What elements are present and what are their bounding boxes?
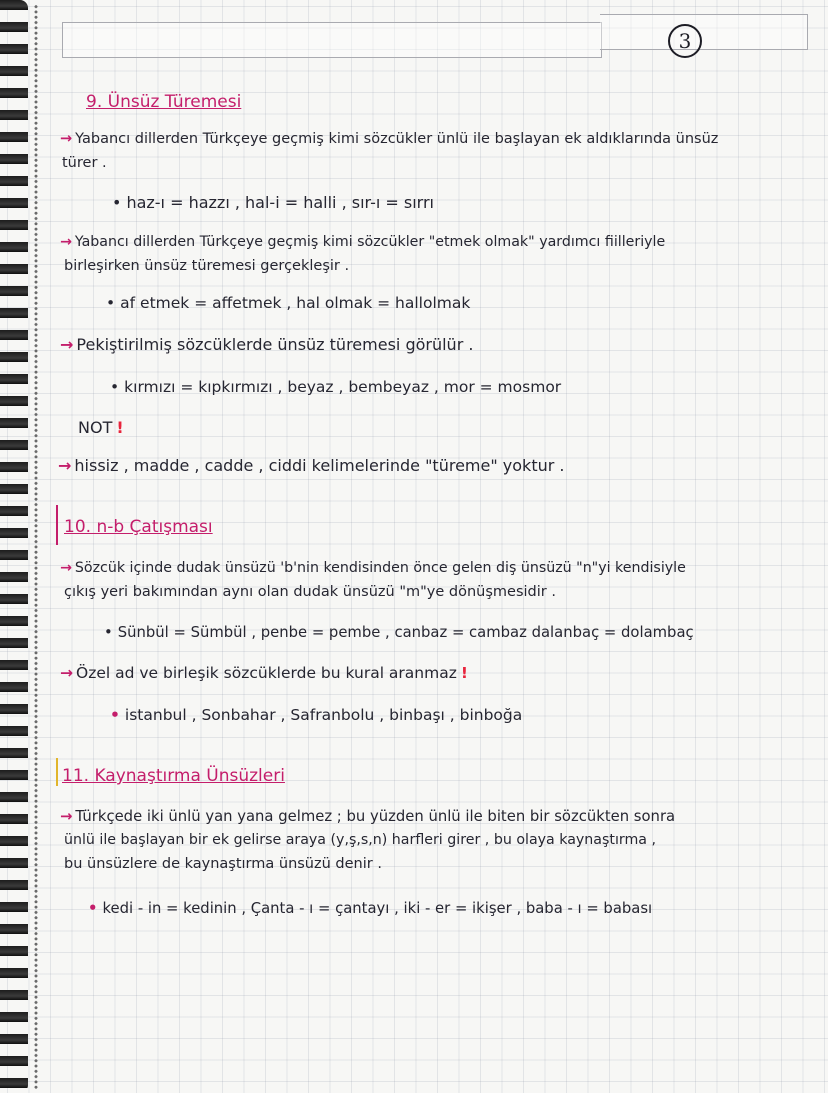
s9-paragraph-1-line-2: türer .	[62, 155, 107, 171]
s10-p1-l1-text: Sözcük içinde dudak ünsüzü 'b'nin kendisinden önce gelen diş ünsüzü "n"yi kendisiyle	[74, 560, 686, 576]
s9-paragraph-3	[60, 335, 473, 354]
s9-p3-text: Pekiştirilmiş sözcüklerde ünsüz türemesi görülür .	[76, 335, 474, 354]
section-11-heading-text: 11. Kaynaştırma Ünsüzleri	[62, 766, 285, 786]
s9-paragraph-2-line-2: birleşirken ünsüz türemesi gerçekleşir .	[64, 258, 350, 274]
s9-example-2	[106, 294, 470, 312]
s11-paragraph-1-line-2: ünlü ile başlayan bir ek gelirse araya (y,ş,s,n) harfleri girer , bu olaya kaynaştırma ,	[64, 832, 657, 848]
s10-ex1-text: Sünbül = Sümbül , penbe = pembe , canbaz = cambaz dalanbaç = dolambaç	[117, 624, 694, 641]
arrow-icon: →	[60, 664, 73, 682]
arrow-icon: →	[60, 131, 73, 147]
arrow-icon: →	[60, 560, 72, 576]
header-box-right	[600, 14, 808, 50]
s9-paragraph-2-line-1	[60, 234, 665, 250]
section-10-heading-text: 10. n-b Çatışması	[64, 517, 213, 537]
section-10-heading	[64, 517, 213, 537]
s10-example-1	[104, 624, 694, 641]
arrow-icon: →	[60, 808, 73, 825]
exclamation-icon: !	[116, 418, 124, 437]
s11-paragraph-1-line-3: bu ünsüzlere de kaynaştırma ünsüzü denir .	[64, 856, 382, 872]
s11-p1-l1-text: Türkçede iki ünlü yan yana gelmez ; bu yüzden ünlü ile biten bir sözcükten sonra	[75, 808, 676, 825]
s10-paragraph-2	[60, 664, 468, 682]
spiral-binding	[0, 0, 28, 1093]
s10-ex2-text: istanbul , Sonbahar , Safranbolu , binbaşı , binboğa	[124, 706, 523, 724]
section-9-heading	[86, 92, 241, 112]
s9-p1-l1-text: Yabancı dillerden Türkçeye geçmiş kimi sözcükler ünlü ile başlayan ek aldıklarında ünsüz	[75, 131, 719, 147]
s10-paragraph-1-line-2: çıkış yeri bakımından aynı olan dudak ünsüzü "m"ye dönüşmesidir .	[64, 584, 556, 600]
section-9-heading-text: 9. Ünsüz Türemesi	[86, 92, 242, 112]
section-10-margin-mark	[56, 505, 58, 545]
note-label	[78, 418, 124, 437]
arrow-icon: →	[60, 335, 74, 354]
note-label-text: NOT	[78, 418, 113, 437]
section-11-heading	[62, 766, 285, 786]
page-number: 3	[668, 24, 702, 58]
s9-example-3	[110, 378, 561, 396]
s9-ex1-text: haz-ı = hazzı , hal-i = halli , sır-ı = sırrı	[126, 193, 434, 212]
bullet-icon: •	[112, 193, 122, 212]
s11-ex1-text: kedi - in = kedinin , Çanta - ı = çantayı , iki - er = ikişer , baba - ı = babası	[102, 900, 653, 917]
bullet-icon: •	[88, 900, 98, 917]
bullet-icon: •	[106, 294, 116, 312]
s9-p2-l1-text: Yabancı dillerden Türkçeye geçmiş kimi sözcükler "etmek olmak" yardımcı fiilleriyle	[74, 234, 666, 250]
bullet-icon: •	[110, 706, 120, 724]
note-text-line	[58, 456, 564, 475]
note-text: hissiz , madde , cadde , ciddi kelimelerinde "türeme" yoktur .	[74, 456, 565, 475]
bullet-icon: •	[110, 378, 120, 396]
s10-p2-text: Özel ad ve birleşik sözcüklerde bu kural aranmaz	[76, 664, 457, 682]
section-11-margin-mark	[56, 758, 58, 786]
s11-paragraph-1-line-1	[60, 808, 675, 825]
perforation-holes	[34, 4, 38, 1089]
s10-paragraph-1-line-1	[60, 560, 686, 576]
s9-ex2-text: af etmek = affetmek , hal olmak = hallolmak	[120, 294, 471, 312]
s9-paragraph-1-line-1	[60, 131, 718, 147]
s9-example-1	[112, 193, 434, 212]
s10-example-2	[110, 706, 522, 724]
arrow-icon: →	[60, 234, 72, 250]
arrow-icon: →	[58, 456, 72, 475]
bullet-icon: •	[104, 624, 113, 641]
s9-ex3-text: kırmızı = kıpkırmızı , beyaz , bembeyaz , mor = mosmor	[124, 378, 562, 396]
exclamation-icon: !	[460, 664, 468, 682]
s11-example-1	[88, 900, 652, 917]
header-box	[62, 22, 602, 58]
